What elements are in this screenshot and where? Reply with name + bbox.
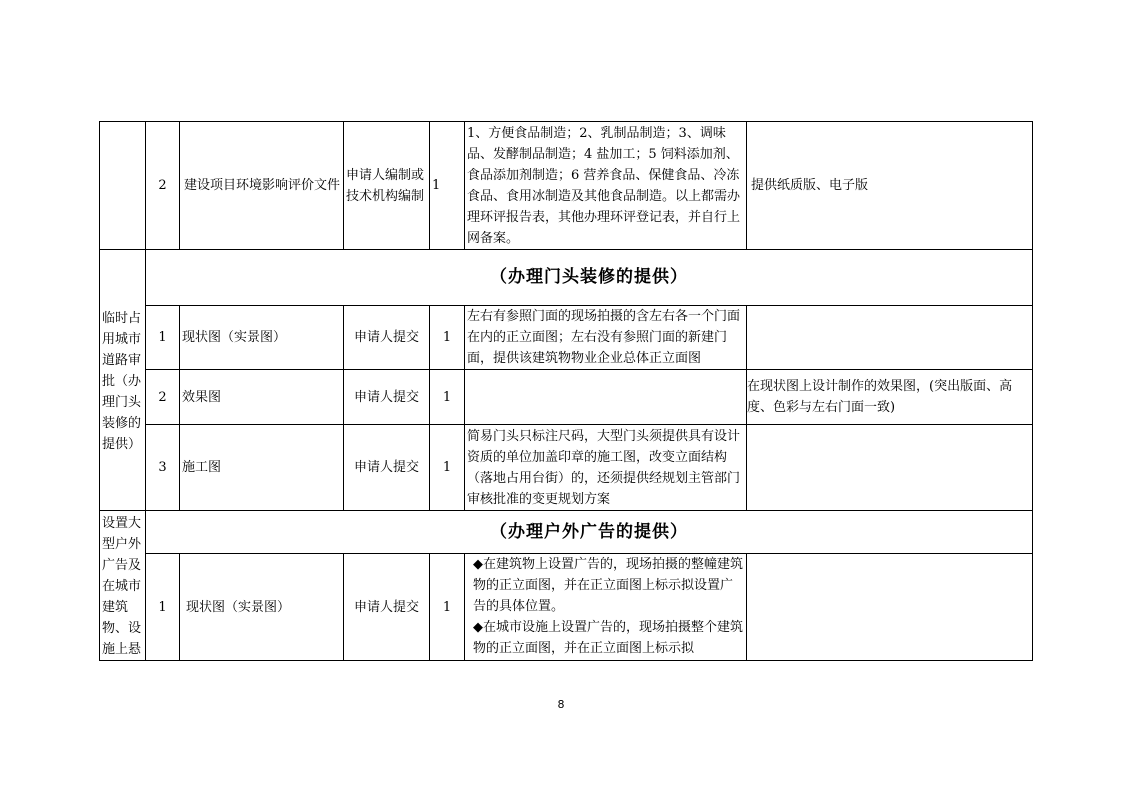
material-source: 申请人提交 bbox=[344, 306, 430, 370]
requirement-item: ◆在城市设施上设置广告的，现场拍摄整个建筑物的正立面图，并在正立面图上标示拟 bbox=[473, 620, 743, 657]
note-text: 在现状图上设计制作的效果图，(突出版面、高度、色彩与左右门面一致) bbox=[747, 370, 1033, 425]
requirements-table bbox=[99, 121, 1033, 661]
requirement-item: ◆在建筑物上设置广告的，现场拍摄的整幢建筑物的正立面图，并在正立面图上标示拟设置广告的具体位置。 bbox=[473, 557, 743, 615]
material-source: 申请人提交 bbox=[344, 425, 430, 511]
row-number: 2 bbox=[146, 122, 180, 250]
category-cell-empty bbox=[100, 122, 146, 250]
section-title-ads: （办理户外广告的提供） bbox=[146, 511, 1033, 554]
material-source: 申请人提交 bbox=[344, 554, 430, 661]
table-row-env bbox=[100, 122, 1033, 250]
category-cell-ads: 设置大型户外广告及在城市建筑物、设施上悬 bbox=[100, 511, 146, 661]
row-number: 1 bbox=[146, 554, 180, 661]
row-number: 1 bbox=[146, 306, 180, 370]
section-title-facade: （办理门头装修的提供） bbox=[146, 250, 1033, 306]
material-name: 建设项目环境影响评价文件 bbox=[180, 122, 344, 250]
material-name: 现状图（实景图） bbox=[180, 306, 344, 370]
copies: 1 bbox=[430, 122, 465, 250]
note-text: 提供纸质版、电子版 bbox=[747, 122, 1033, 250]
table-row bbox=[100, 554, 1033, 661]
material-source: 申请人提交 bbox=[344, 370, 430, 425]
copies: 1 bbox=[430, 370, 465, 425]
section-header-row bbox=[100, 250, 1033, 306]
note-text bbox=[747, 425, 1033, 511]
requirement-text: 左右有参照门面的现场拍摄的含左右各一个门面在内的正立面图；左右没有参照门面的新建门面，提供该建筑物物业企业总体正立面图 bbox=[465, 306, 747, 370]
material-name: 效果图 bbox=[180, 370, 344, 425]
requirement-text: 简易门头只标注尺码，大型门头须提供具有设计资质的单位加盖印章的施工图，改变立面结构（落地占用台街）的，还须提供经规划主管部门审核批准的变更规划方案 bbox=[465, 425, 747, 511]
material-name: 现状图（实景图） bbox=[180, 554, 344, 661]
row-number: 3 bbox=[146, 425, 180, 511]
row-number: 2 bbox=[146, 370, 180, 425]
table-row bbox=[100, 306, 1033, 370]
section-header-row bbox=[100, 511, 1033, 554]
table-row bbox=[100, 425, 1033, 511]
requirement-text: 1、方便食品制造；2、乳制品制造；3、调味品、发酵制品制造；4 盐加工；5 饲料添加剂、食品添加剂制造；6 营养食品、保健食品、冷冻食品、食用冰制造及其他食品制造。以上都需办理环评报告表，其他办理环评登记表，并自行上网备案。 bbox=[465, 122, 747, 250]
material-name: 施工图 bbox=[180, 425, 344, 511]
category-cell-facade: 临时占用城市道路审批（办理门头装修的提供） bbox=[100, 250, 146, 511]
note-text bbox=[747, 306, 1033, 370]
table-row bbox=[100, 370, 1033, 425]
note-text bbox=[747, 554, 1033, 661]
requirement-cell bbox=[465, 554, 747, 661]
copies: 1 bbox=[430, 554, 465, 661]
copies: 1 bbox=[430, 306, 465, 370]
requirement-text bbox=[465, 370, 747, 425]
page-number: 8 bbox=[557, 698, 565, 711]
material-source: 申请人编制或技术机构编制 bbox=[344, 122, 430, 250]
copies: 1 bbox=[430, 425, 465, 511]
